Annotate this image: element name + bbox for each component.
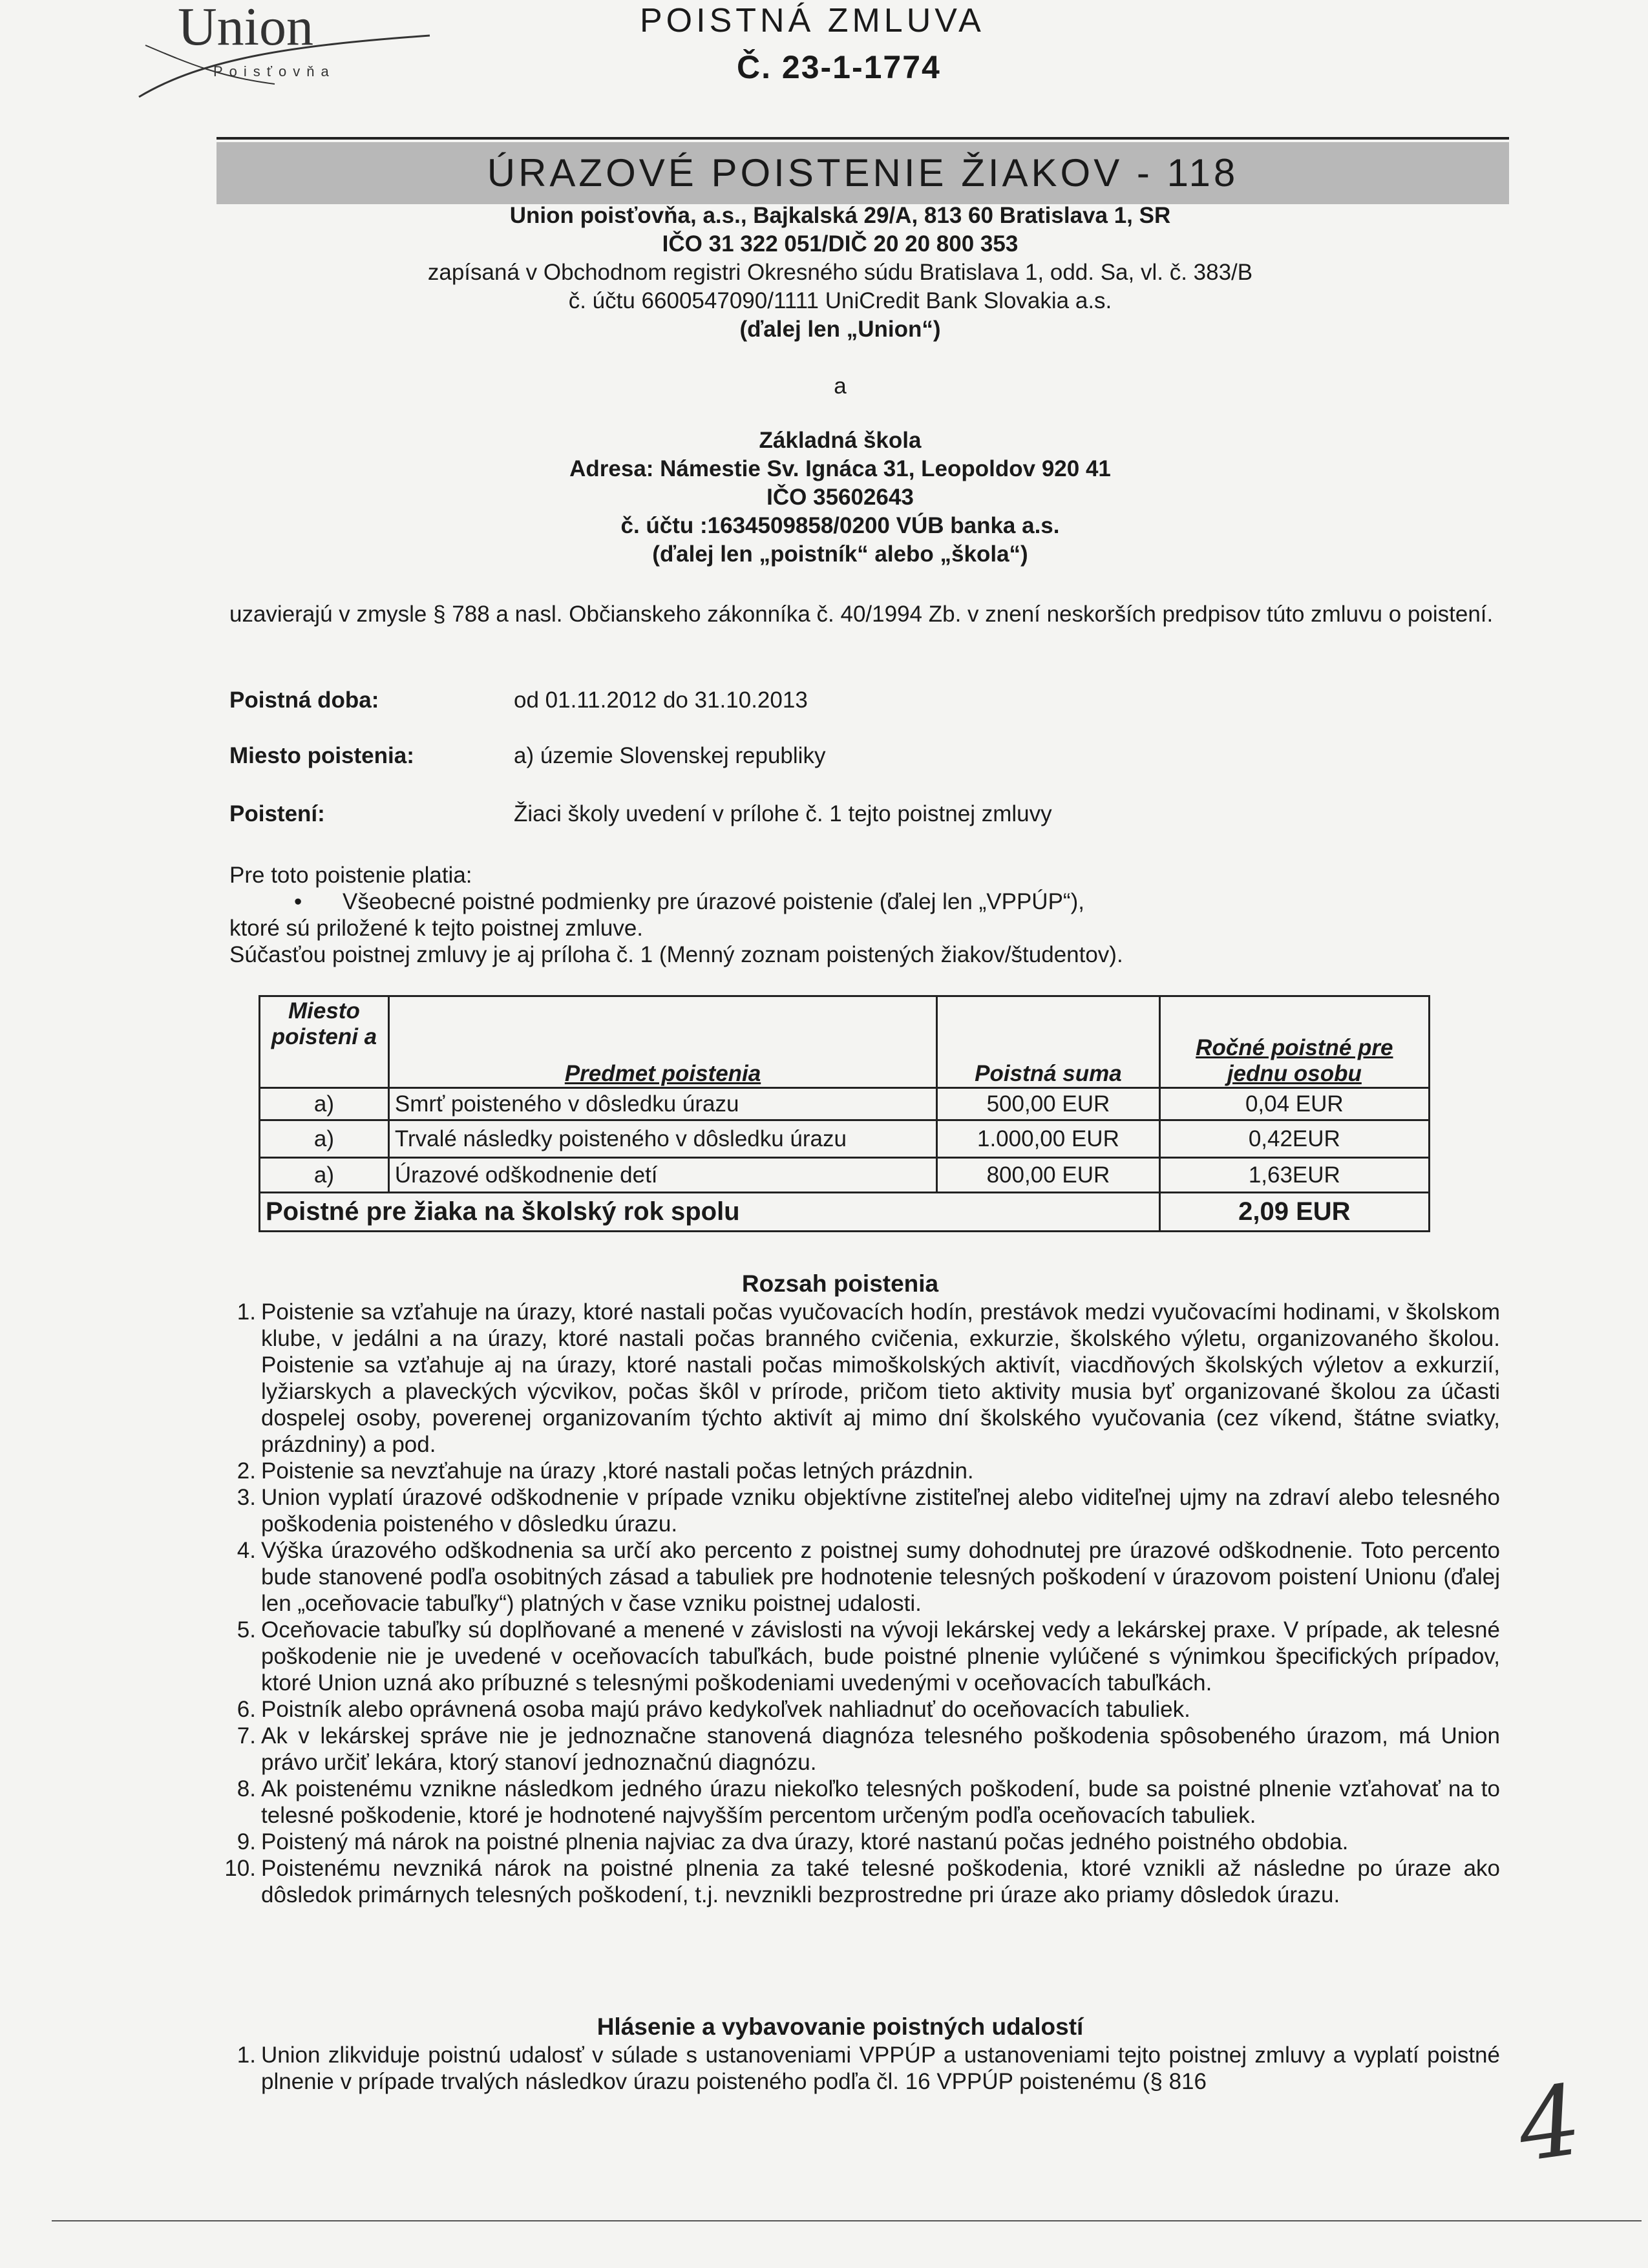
- insurer-line: IČO 31 322 051/DIČ 20 20 800 353: [662, 231, 1019, 257]
- header-cell: Miesto poisteni a: [260, 996, 389, 1088]
- list-item: 4. Výška úrazového odškodnenia sa určí ako percento z poistnej sumy dohodnutej pre úrazové odškodnenie. Toto percento bude stanovené podľa osobitných zásad a tabuliek pre hodnotenie telesných poškodení v úrazovom poistení Unionu (ďalej len „oceňovacie tabuľky“) platných v čase vzniku poistnej udalosti.: [237, 1538, 1500, 1616]
- footer-rule: [52, 2220, 1642, 2221]
- conditions-cont: ktoré sú priložené k tejto poistnej zmluve.: [229, 916, 644, 941]
- list-item: 1. Union zlikviduje poistnú udalosť v súlade s ustanoveniami VPPÚP a ustanoveniami tejto poistnej zmluvy a vyplatí poistné plnenie v prípade trvalých následkov úrazu poisteného podľa čl. 16 VPPÚP poistenému (§ 816: [237, 2042, 1500, 2094]
- conditions-attachment: Súčasťou poistnej zmluvy je aj príloha č. 1 (Menný zoznam poistených žiakov/študentov).: [229, 942, 1123, 967]
- document-title: POISTNÁ ZMLUVA: [640, 2, 985, 39]
- term-label: Poistení:: [229, 801, 325, 826]
- conditions-lead: Pre toto poistenie platia:: [229, 863, 472, 888]
- subject-cell: Úrazové odškodnenie detí: [388, 1158, 936, 1193]
- term-value: od 01.11.2012 do 31.10.2013: [514, 688, 808, 713]
- list-item: 5. Oceňovacie tabuľky sú doplňované a menené v závislosti na vývoji lekárskej vedy a lekárskej praxe. V prípade, ak telesné poškodenie nie je uvedené v oceňovacích tabuľkách, bude poistné plnenie vylúčené s výnimkou špecifických prípadov, ktoré Union uzná ako príbuzné s telesnými poškodeniami uvedenými v oceňovacích tabuľkách.: [237, 1617, 1500, 1696]
- place-cell: a): [260, 1120, 389, 1158]
- logo-subtitle: Poisťovňa: [213, 63, 335, 79]
- total-label: Poistné pre žiaka na školský rok spolu: [260, 1193, 1160, 1232]
- claims-list: [224, 2042, 1500, 2095]
- header-cell: Ročné poistné pre jednu osobu: [1159, 996, 1429, 1088]
- table-row: [260, 1158, 1430, 1193]
- premium-cell: 0,04 EUR: [1159, 1088, 1429, 1120]
- bullet-icon: •: [294, 889, 302, 914]
- insurer-line: Union poisťovňa, a.s., Bajkalská 29/A, 813 60 Bratislava 1, SR: [509, 203, 1171, 228]
- intro-text: uzavierajú v zmysle § 788 a nasl. Občianskeho zákonníka č. 40/1994 Zb. v znení neskorších predpisov túto zmluvu o poistení.: [229, 602, 1494, 627]
- list-item: 3. Union vyplatí úrazové odškodnenie v prípade vzniku objektívne zistiteľnej alebo viditeľnej ujmy na zdraví alebo telesného poškodenia poisteného v dôsledku úrazu.: [237, 1485, 1500, 1537]
- list-item: 9. Poistený má nárok na poistné plnenia najviac za dva úrazy, ktoré nastanú počas jedného poistného obdobia.: [237, 1829, 1349, 1854]
- sum-cell: 500,00 EUR: [937, 1088, 1159, 1120]
- handwritten-page-number: 4: [1511, 2064, 1589, 2184]
- header-cell: Predmet poistenia: [388, 996, 936, 1088]
- conditions-bullet: Všeobecné poistné podmienky pre úrazové poistenie (ďalej len „VPPÚP“),: [343, 889, 1084, 914]
- term-value: Žiaci školy uvedení v prílohe č. 1 tejto poistnej zmluvy: [514, 801, 1052, 826]
- policyholder-line: č. účtu :1634509858/0200 VÚB banka a.s.: [620, 513, 1060, 538]
- premium-cell: 1,63EUR: [1159, 1158, 1429, 1193]
- list-item: 6. Poistník alebo oprávnená osoba majú právo kedykoľvek nahliadnuť do oceňovacích tabuliek.: [237, 1697, 1190, 1722]
- list-item: 1. Poistenie sa vzťahuje na úrazy, ktoré nastali počas vyučovacích hodín, prestávok medzi vyučovacími hodinami, v školskom klube, v jedálni a na úrazy, ktoré nastali počas branného cvičenia, exkurzie, školského výletu, organizovaného školou. Poistenie sa vzťahuje aj na úrazy, ktoré nastali počas mimoškolských aktivít, viacdňových školských výletov a exkurzií, lyžiarskych a plaveckých výcvikov, počas škôl v prírode, pričom tieto aktivity musia byť organizované školou za účasti dospelej osoby, poverenej organizovaním týchto aktivít aj mimo dní školského vyučovania (cez víkend, štátne sviatky, prázdniny) a pod.: [237, 1299, 1500, 1457]
- banner-text: ÚRAZOVÉ POISTENIE ŽIAKOV - 118: [487, 151, 1239, 194]
- policyholder-line: Adresa: Námestie Sv. Ignáca 31, Leopoldov 920 41: [569, 456, 1111, 481]
- insurer-line: (ďalej len „Union“): [739, 317, 941, 342]
- contract-number: Č. 23-1-1774: [737, 49, 941, 85]
- sum-cell: 800,00 EUR: [937, 1158, 1159, 1193]
- premium-cell: 0,42EUR: [1159, 1120, 1429, 1158]
- policyholder-line: IČO 35602643: [766, 485, 914, 510]
- insurer-line: zapísaná v Obchodnom registri Okresného súdu Bratislava 1, odd. Sa, vl. č. 383/B: [427, 260, 1253, 285]
- table-row: [260, 1120, 1430, 1158]
- list-item: 7. Ak v lekárskej správe nie je jednoznačne stanovená diagnóza telesného poškodenia spôsobeného úrazom, má Union právo určiť lekára, ktorý stanoví jednoznačnú diagnózu.: [237, 1723, 1500, 1775]
- insurer-line: č. účtu 6600547090/1111 UniCredit Bank Slovakia a.s.: [568, 288, 1112, 313]
- scope-title: Rozsah poistenia: [741, 1270, 939, 1297]
- insurer-block: [194, 202, 1486, 344]
- place-cell: a): [260, 1158, 389, 1193]
- policyholder-line: (ďalej len „poistník“ alebo „škola“): [652, 541, 1028, 567]
- table-header-row: [260, 996, 1430, 1088]
- term-label: Miesto poistenia:: [229, 743, 414, 768]
- total-value: 2,09 EUR: [1159, 1193, 1429, 1232]
- place-cell: a): [260, 1088, 389, 1120]
- conjunction: a: [834, 373, 847, 399]
- title-rule: [217, 137, 1509, 140]
- term-label: Poistná doba:: [229, 688, 379, 713]
- sum-cell: 1.000,00 EUR: [937, 1120, 1159, 1158]
- list-item: 2. Poistenie sa nevzťahuje na úrazy ,ktoré nastali počas letných prázdnin.: [237, 1458, 974, 1484]
- subject-cell: Smrť poisteného v dôsledku úrazu: [388, 1088, 936, 1120]
- coverage-table: [259, 995, 1430, 1232]
- policyholder-block: [194, 426, 1486, 569]
- list-item: 8. Ak poistenému vznikne následkom jedného úrazu niekoľko telesných poškodení, bude sa poistné plnenie vzťahovať na to telesné poškodenie, ktoré je hodnotené najvyšším percentom určeným podľa oceňovacích tabuliek.: [237, 1776, 1500, 1828]
- table-total-row: [260, 1193, 1430, 1232]
- scope-list: [224, 1299, 1500, 1908]
- policyholder-line: Základná škola: [759, 428, 922, 453]
- term-value: a) územie Slovenskej republiky: [514, 743, 826, 768]
- table-row: [260, 1088, 1430, 1120]
- logo-wordmark: Union: [178, 0, 313, 57]
- list-item: 10. Poistenému nevzniká nárok na poistné plnenia za také telesné poškodenia, ktoré vznikli až následne po úraze ako dôsledok primárnych telesných poškodení, t.j. nevznikli bezprostredne pri úraze ako priamy dôsledok úrazu.: [224, 1856, 1500, 1907]
- header-cell: Poistná suma: [937, 996, 1159, 1088]
- claims-title: Hlásenie a vybavovanie poistných udalostí: [597, 2013, 1084, 2040]
- subject-cell: Trvalé následky poisteného v dôsledku úrazu: [388, 1120, 936, 1158]
